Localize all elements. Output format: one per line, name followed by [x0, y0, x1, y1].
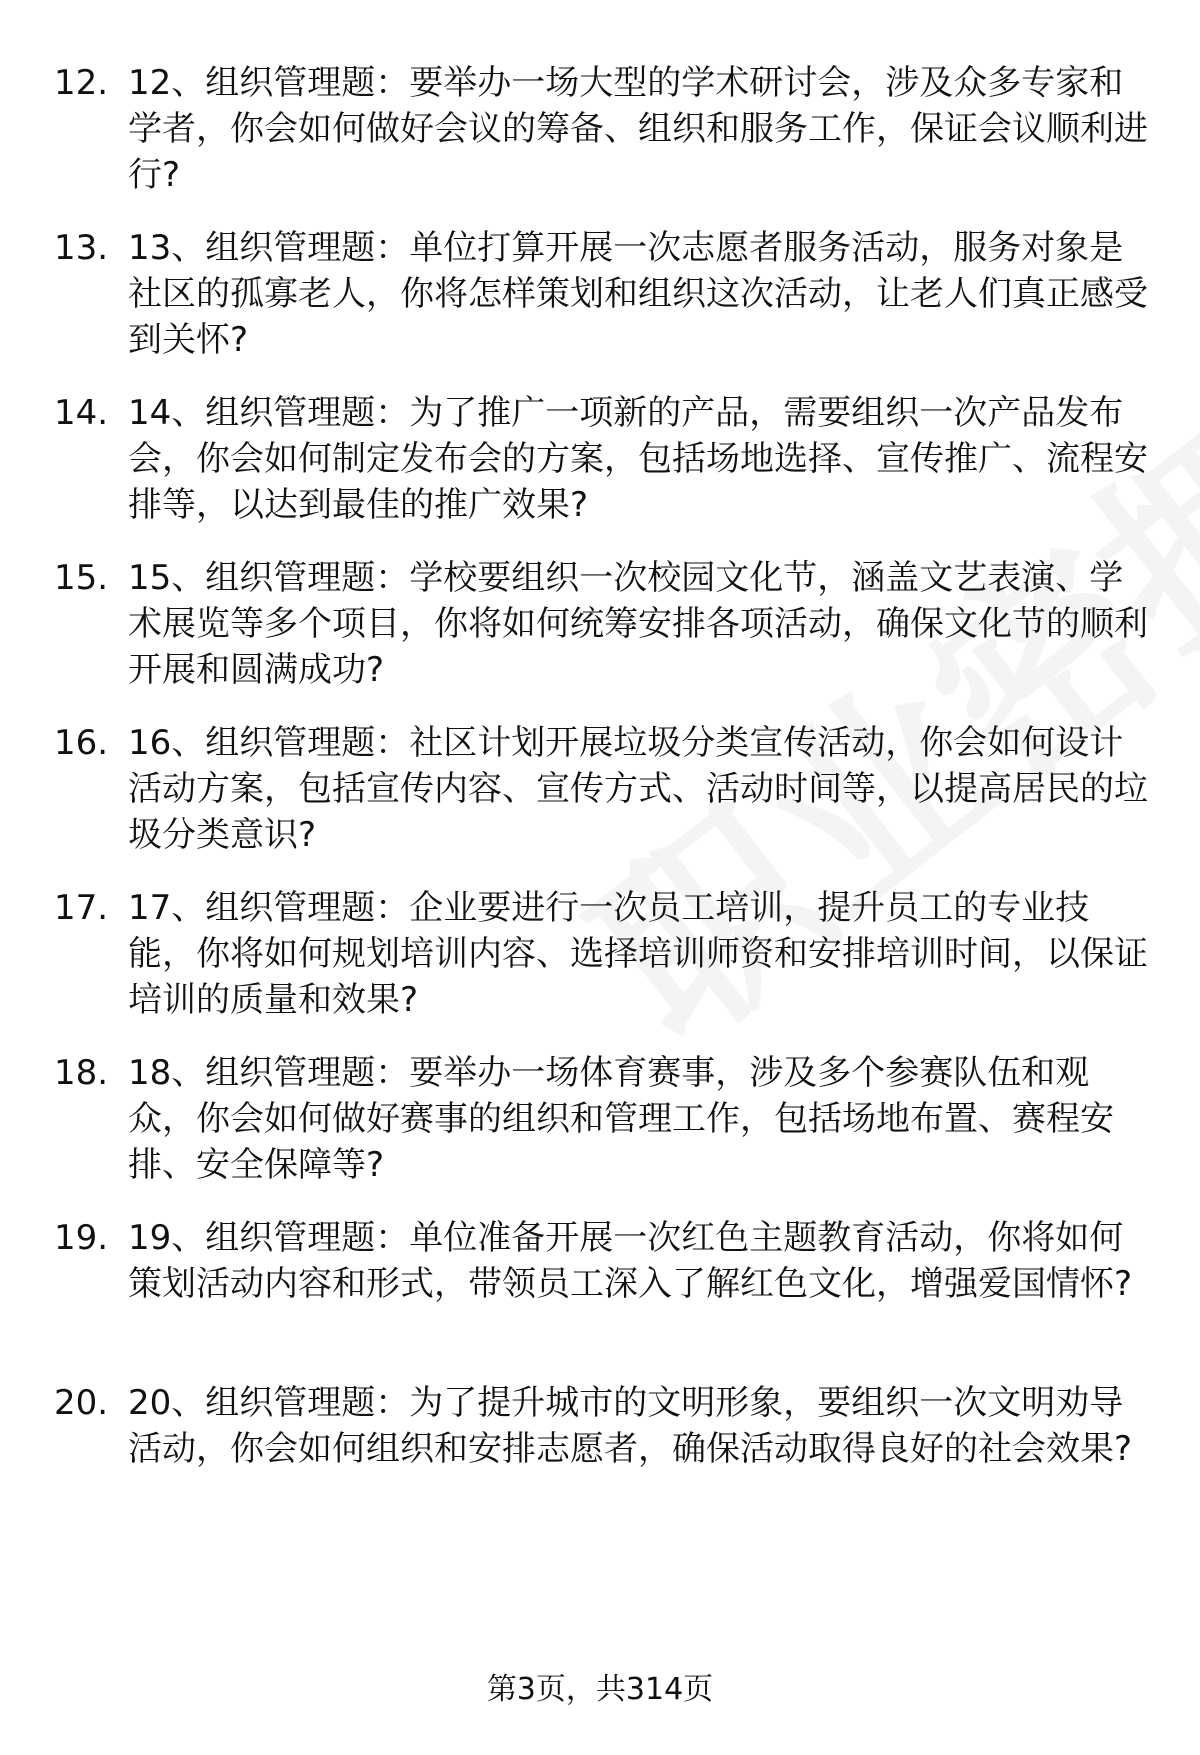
- question-item-12: [0, 60, 1200, 210]
- question-text: 15、组织管理题：学校要组织一次校园文化节，涵盖文艺表演、学术展览等多个项目，你将如何统筹安排各项活动，确保文化节的顺利开展和圆满成功?: [128, 558, 1148, 690]
- question-item-19: [0, 1215, 1200, 1365]
- question-text: 14、组织管理题：为了推广一项新的产品，需要组织一次产品发布会，你会如何制定发布会的方案，包括场地选择、宣传推广、流程安排等，以达到最佳的推广效果?: [128, 393, 1148, 525]
- question-number: 13.: [54, 228, 109, 268]
- question-text: 20、组织管理题：为了提升城市的文明形象，要组织一次文明劝导活动，你会如何组织和安排志愿者，确保活动取得良好的社会效果?: [128, 1383, 1133, 1469]
- question-item-20: [0, 1380, 1200, 1530]
- question-item-15: [0, 555, 1200, 705]
- question-text: 17、组织管理题：企业要进行一次员工培训，提升员工的专业技能，你将如何规划培训内容、选择培训师资和安排培训时间，以保证培训的质量和效果?: [128, 888, 1148, 1020]
- question-item-14: [0, 390, 1200, 540]
- page-number-label: 第3页，共314页: [486, 1672, 714, 1707]
- page-footer: [0, 1670, 1200, 1710]
- question-number: 18.: [54, 1053, 109, 1093]
- question-item-13: [0, 225, 1200, 375]
- question-item-17: [0, 885, 1200, 1035]
- question-number: 17.: [54, 888, 109, 928]
- question-text: 18、组织管理题：要举办一场体育赛事，涉及多个参赛队伍和观众，你会如何做好赛事的组织和管理工作，包括场地布置、赛程安排、安全保障等?: [128, 1053, 1114, 1185]
- question-number: 15.: [54, 558, 109, 598]
- question-item-18: [0, 1050, 1200, 1200]
- question-text: 13、组织管理题：单位打算开展一次志愿者服务活动，服务对象是社区的孤寡老人，你将怎样策划和组织这次活动，让老人们真正感受到关怀?: [128, 228, 1148, 360]
- question-text: 12、组织管理题：要举办一场大型的学术研讨会，涉及众多专家和学者，你会如何做好会议的筹备、组织和服务工作，保证会议顺利进行?: [128, 63, 1148, 195]
- question-text: 16、组织管理题：社区计划开展垃圾分类宣传活动，你会如何设计活动方案，包括宣传内容、宣传方式、活动时间等，以提高居民的垃圾分类意识?: [128, 723, 1148, 855]
- question-number: 14.: [54, 393, 109, 433]
- question-text: 19、组织管理题：单位准备开展一次红色主题教育活动，你将如何策划活动内容和形式，带领员工深入了解红色文化，增强爱国情怀?: [128, 1218, 1133, 1304]
- question-number: 16.: [54, 723, 109, 763]
- question-number: 19.: [54, 1218, 109, 1258]
- question-number: 20.: [54, 1383, 109, 1423]
- question-number: 12.: [54, 63, 109, 103]
- question-item-16: [0, 720, 1200, 870]
